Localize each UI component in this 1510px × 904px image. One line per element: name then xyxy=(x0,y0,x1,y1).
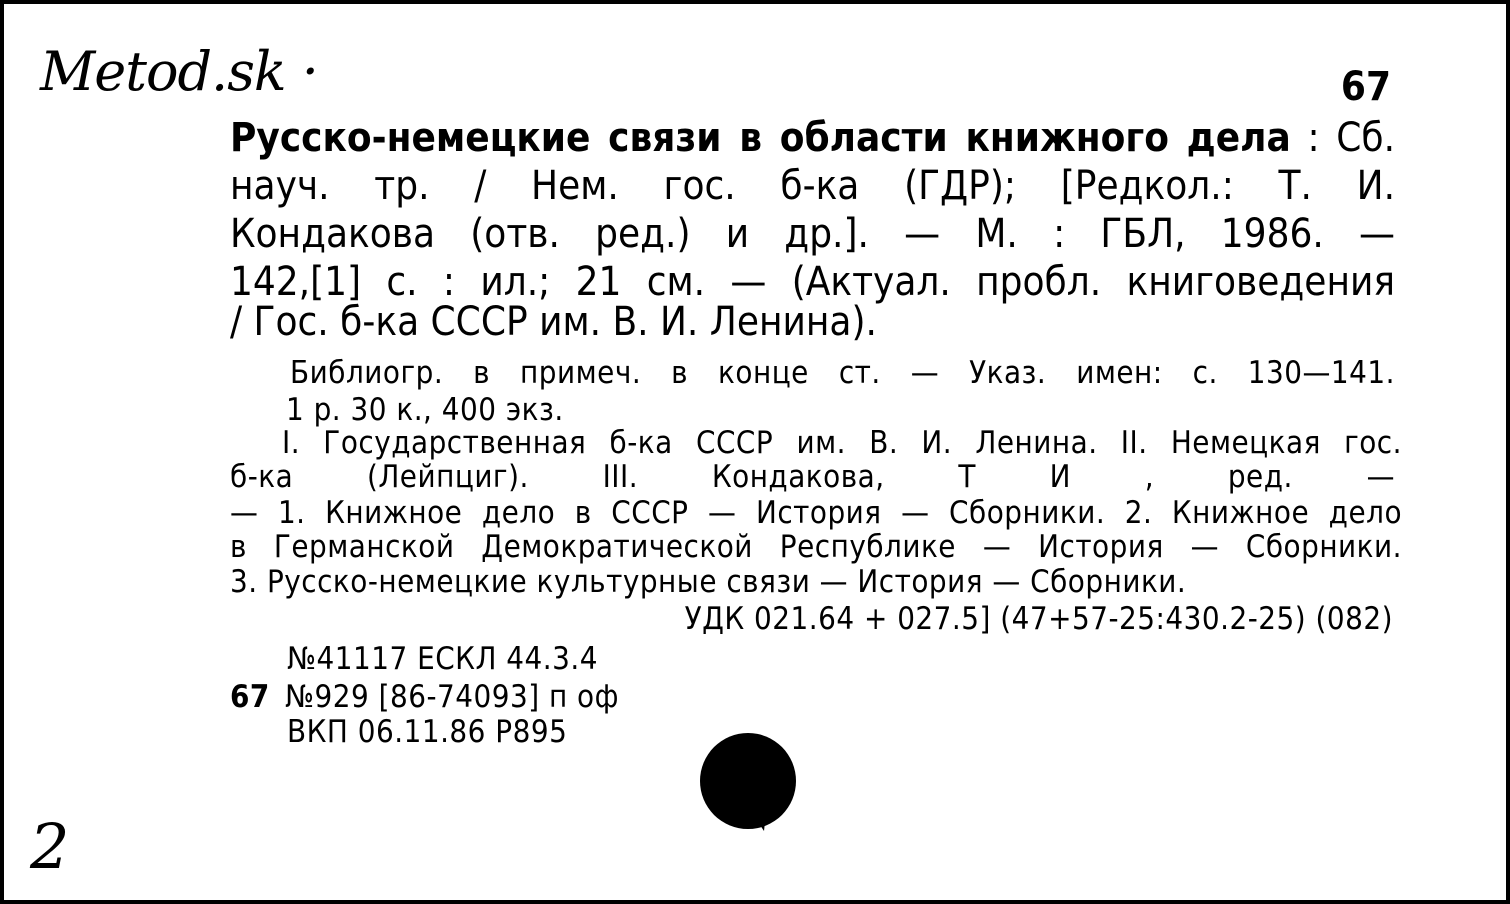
page-number: 67 xyxy=(1340,64,1391,110)
udk-classification: УДК 021.64 + 027.5] (47+57-25:430.2-25) (082) xyxy=(684,601,1393,637)
subject-line-last: 3. Русско-немецкие культурные связи — История — Сборники. xyxy=(230,564,1187,600)
handwritten-note-top: Metod.sk · xyxy=(40,40,318,103)
subject-line: — 1. Книжное дело в СССР — История — Сборники. 2. Книжное дело xyxy=(230,495,1402,531)
subject-line: в Германской Демократической Республике — История — Сборники. xyxy=(230,529,1402,565)
subject-line: б-ка (Лейпциг). III. Кондакова, Т И , ред. — xyxy=(230,459,1395,495)
handwritten-note-bottom: 2 xyxy=(30,810,70,883)
accession-line: №41117 ЕСКЛ 44.3.4 xyxy=(287,641,598,677)
accession-line xyxy=(230,680,619,714)
book-title: Русско-немецкие связи в области книжного дела xyxy=(230,115,1291,161)
description-line: 142,[1] с. : ил.; 21 см. — (Актуал. пробл. книговедения xyxy=(230,259,1395,305)
punch-hole xyxy=(700,733,796,829)
accession-line: ВКП 06.11.86 Р895 xyxy=(287,714,568,750)
title-line xyxy=(230,114,1395,162)
title-suffix: : Сб. xyxy=(1290,115,1395,161)
bibliography-note: Библиогр. в примеч. в конце ст. — Указ. имен: с. 130—141. xyxy=(290,355,1395,391)
price-line: 1 р. 30 к., 400 экз. xyxy=(286,392,564,428)
accession-text: №929 [86-74093] п оф xyxy=(285,679,619,715)
accession-number: 67 xyxy=(230,679,270,715)
description-line: Кондакова (отв. ред.) и др.]. — М. : ГБЛ, 1986. — xyxy=(230,211,1395,257)
description-line: науч. тр. / Нем. гос. б-ка (ГДР); [Редкол.: Т. И. xyxy=(230,163,1395,209)
subject-line: I. Государственная б-ка СССР им. В. И. Ленина. II. Немецкая гос. xyxy=(282,425,1402,461)
description-line-last: / Гос. б-ка СССР им. В. И. Ленина). xyxy=(230,299,877,345)
